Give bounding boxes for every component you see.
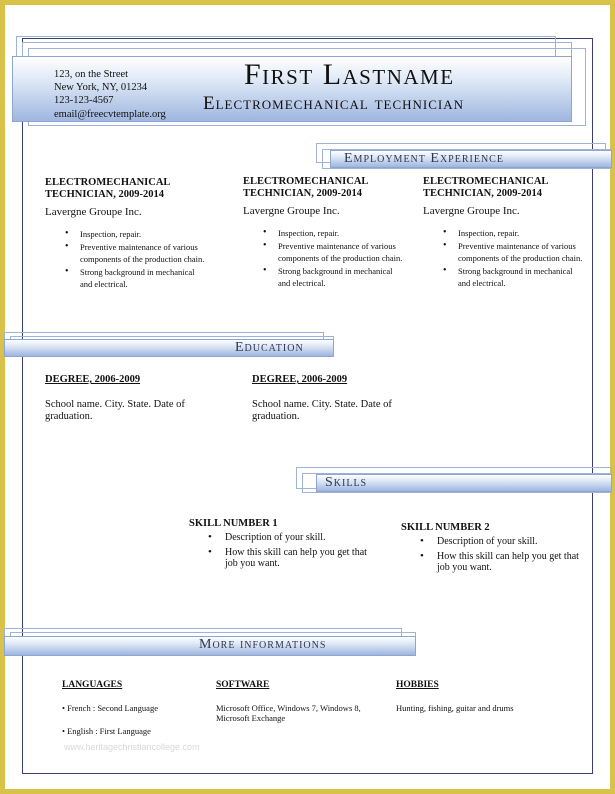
job-company: Lavergne Groupe Inc.	[423, 205, 520, 217]
software-heading: SOFTWARE	[216, 680, 270, 690]
skill-bullets	[401, 536, 591, 573]
list-item: • Strong background in mechanical and electrical.	[278, 265, 403, 290]
list-item: • Strong background in mechanical and electrical.	[458, 265, 583, 290]
education-details: School name. City. State. Date of graduation.	[45, 399, 185, 422]
watermark-text: www.heritagechristiancollege.com	[64, 742, 200, 752]
skills-section-title: Skills	[325, 475, 368, 490]
skill-title: SKILL NUMBER 2	[401, 522, 490, 533]
skill-bullets	[189, 532, 379, 569]
job-title-line2: TECHNICIAN, 2009-2014	[45, 189, 165, 200]
job-title-line2: TECHNICIAN, 2009-2014	[243, 188, 363, 199]
list-item: • Preventive maintenance of various components of the production chain.	[458, 240, 583, 265]
job-bullets	[243, 227, 403, 290]
hobbies-list: Hunting, fishing, guitar and drums	[396, 703, 514, 713]
list-item: • How this skill can help you get that job you want.	[437, 551, 591, 573]
skill-entry-1	[189, 518, 379, 573]
employment-section-title: Employment Experience	[344, 151, 504, 166]
job-entry-3	[423, 176, 583, 290]
list-item: • Description of your skill.	[437, 536, 591, 547]
candidate-role: Electromechanical technician	[203, 93, 465, 114]
list-item: • How this skill can help you get that job you want.	[225, 547, 379, 569]
job-title-line1: ELECTROMECHANICAL	[45, 177, 171, 188]
job-entry-1	[45, 177, 205, 291]
job-entry-2	[243, 176, 403, 290]
language-english: • English : First Language	[62, 726, 151, 736]
skill-title: SKILL NUMBER 1	[189, 518, 278, 529]
more-section-title: More informations	[199, 637, 327, 652]
job-company: Lavergne Groupe Inc.	[45, 206, 142, 218]
job-title-line1: ELECTROMECHANICAL	[423, 176, 549, 187]
list-item: • Inspection, repair.	[80, 228, 205, 241]
education-details: School name. City. State. Date of graduation.	[252, 399, 392, 422]
hobbies-heading: HOBBIES	[396, 680, 439, 690]
education-degree: DEGREE, 2006-2009	[252, 374, 348, 385]
list-item: • Description of your skill.	[225, 532, 379, 543]
language-french: • French : Second Language	[62, 703, 158, 713]
job-bullets	[45, 228, 205, 291]
job-title-line2: TECHNICIAN, 2009-2014	[423, 188, 543, 199]
education-entry-2	[252, 374, 422, 423]
job-title-line1: ELECTROMECHANICAL	[243, 176, 369, 187]
list-item: • Inspection, repair.	[458, 227, 583, 240]
skill-entry-2	[401, 522, 591, 577]
education-degree: DEGREE, 2006-2009	[45, 374, 141, 385]
list-item: • Inspection, repair.	[278, 227, 403, 240]
education-section-title: Education	[235, 340, 304, 355]
candidate-name: First Lastname	[244, 58, 455, 91]
contact-address: 123, on the Street	[54, 69, 129, 80]
software-list: Microsoft Office, Windows 7, Windows 8, Microsoft Exchange	[216, 703, 361, 723]
job-bullets	[423, 227, 583, 290]
languages-heading: LANGUAGES	[62, 680, 123, 690]
job-company: Lavergne Groupe Inc.	[243, 205, 340, 217]
contact-email: email@freecvtemplate.org	[54, 109, 166, 120]
list-item: • Preventive maintenance of various components of the production chain.	[278, 240, 403, 265]
list-item: • Strong background in mechanical and electrical.	[80, 266, 205, 291]
contact-city: New York, NY, 01234	[54, 82, 148, 93]
education-entry-1	[45, 374, 215, 423]
contact-phone: 123-123-4567	[54, 95, 114, 106]
list-item: • Preventive maintenance of various components of the production chain.	[80, 241, 205, 266]
